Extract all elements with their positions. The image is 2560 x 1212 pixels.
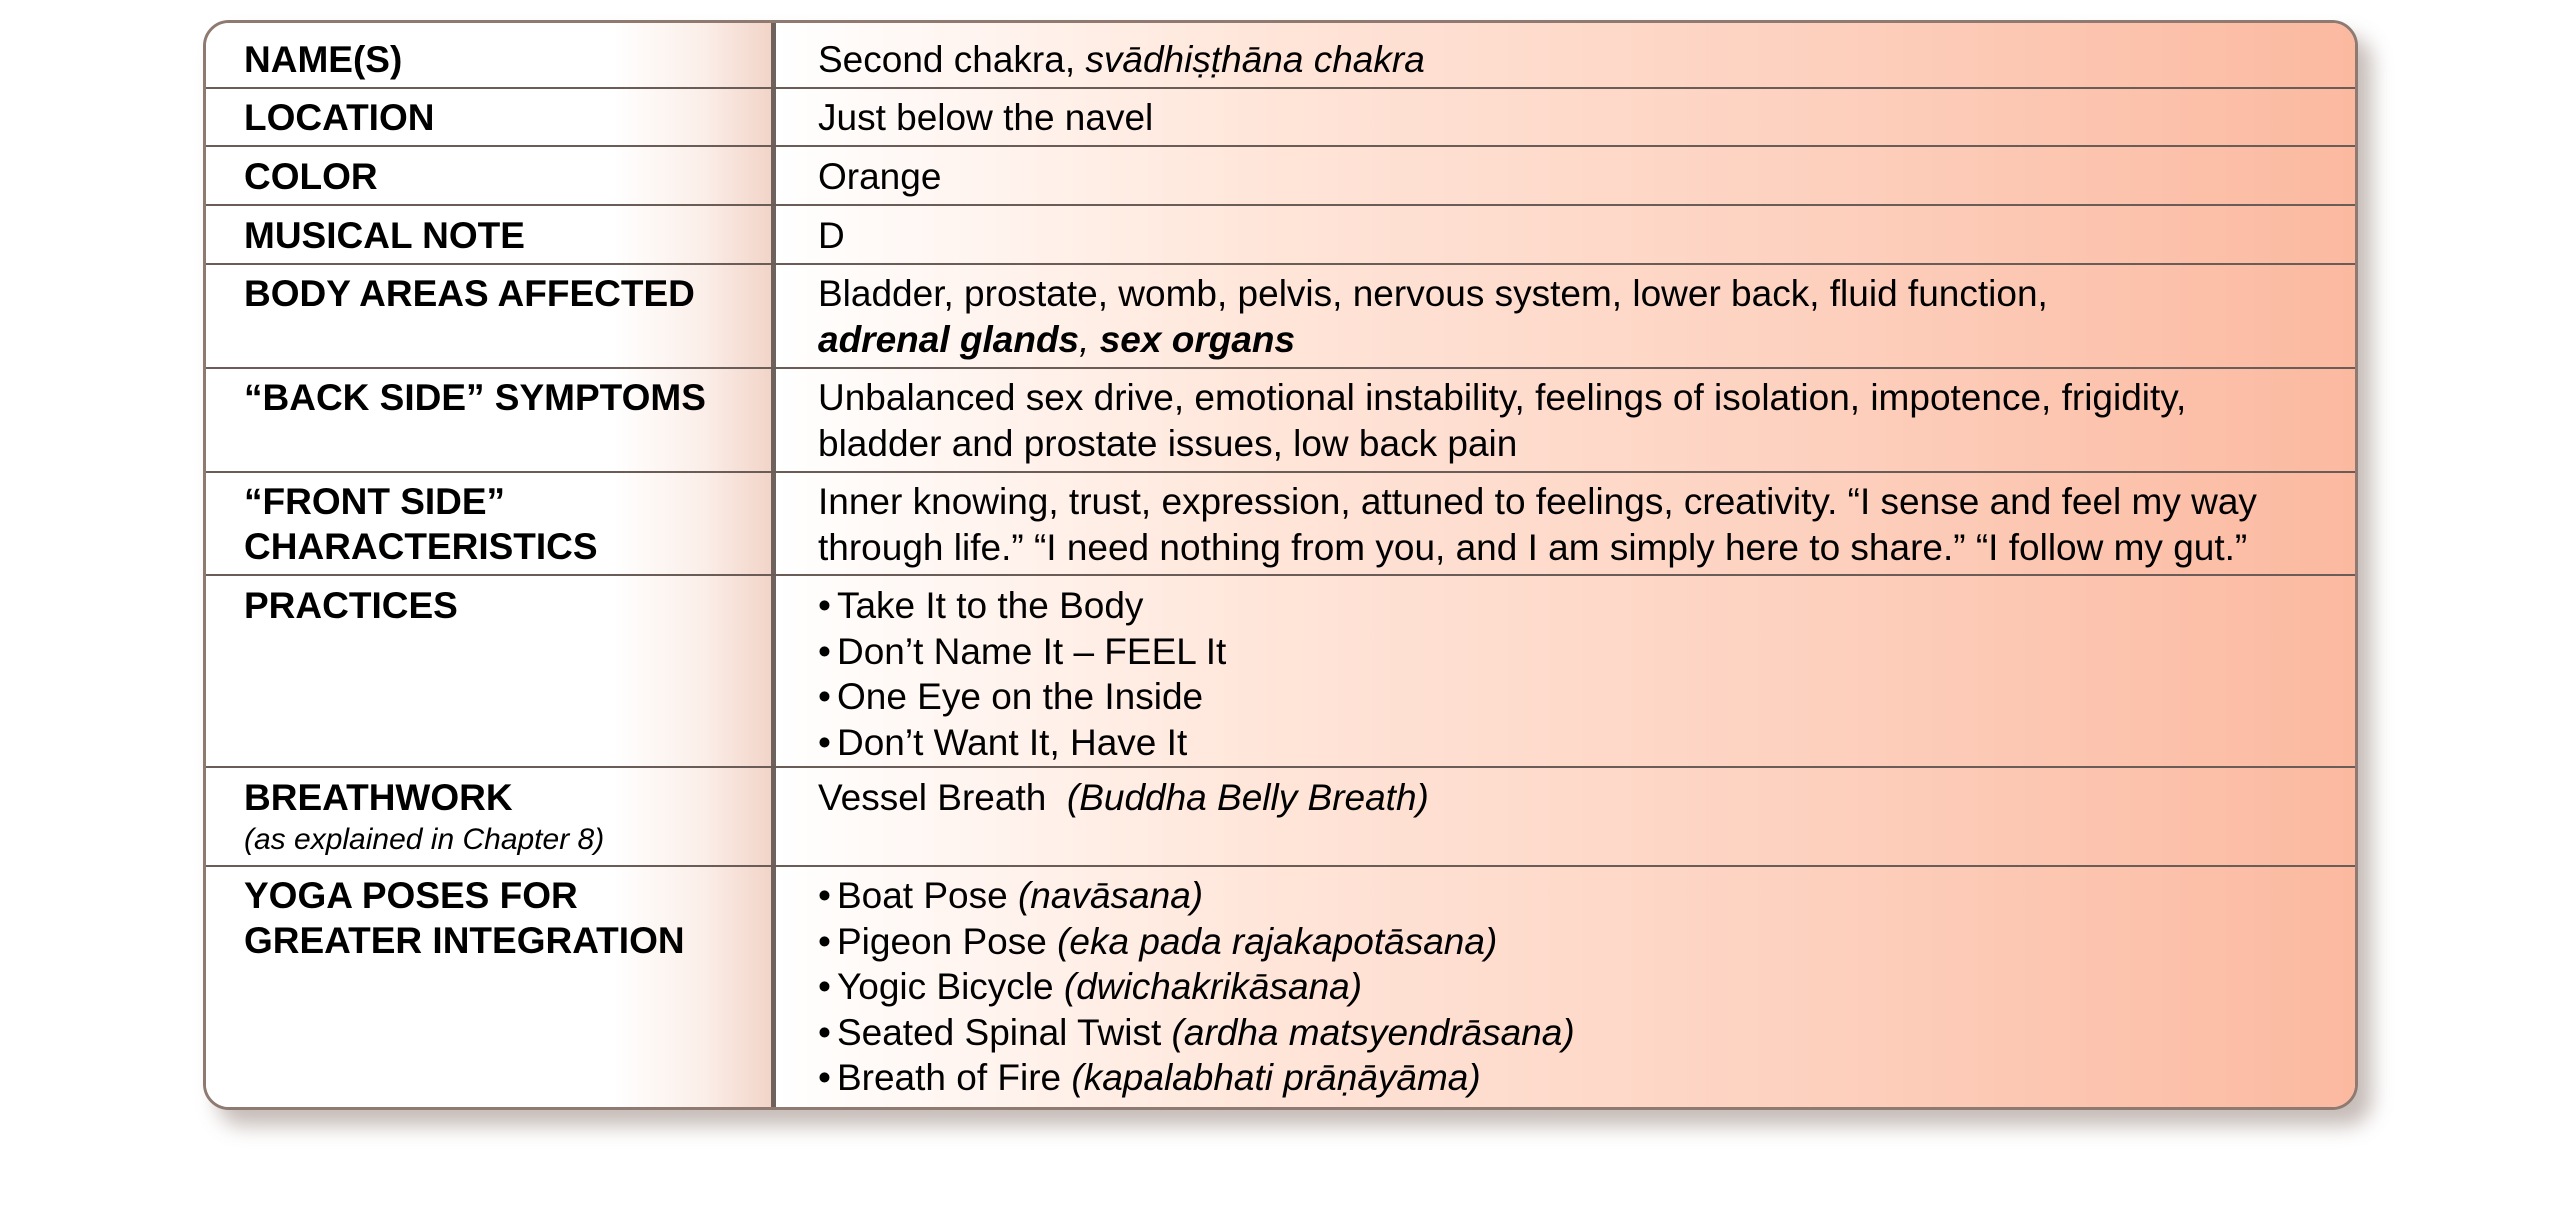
bullet: • (818, 1011, 831, 1053)
front-side-line1: Inner knowing, trust, expression, attuned to feelings, creativity. “I sense and feel my way (818, 481, 2257, 522)
row-divider (206, 204, 2355, 206)
row-label-front-side (244, 479, 754, 569)
row-divider (206, 145, 2355, 147)
row-divider (206, 367, 2355, 369)
body-areas-line1: Bladder, prostate, womb, pelvis, nervous system, lower back, fluid function, (818, 273, 2048, 314)
front-side-line2: through life.” “I need nothing from you, and I am simply here to share.” “I follow my gut.” (818, 526, 2248, 568)
row-label-back-side: “BACK SIDE” SYMPTOMS (244, 377, 706, 418)
breathwork-label: BREATHWORK (244, 777, 513, 818)
row-divider (206, 574, 2355, 576)
practice-text: Take It to the Body (836, 585, 1144, 626)
row-label-location: LOCATION (244, 97, 435, 138)
row-value-musical-note: D (818, 215, 845, 256)
pose-sanskrit: (kapalabhati prāṇāyāma) (1071, 1057, 1481, 1098)
row-label-musical-note: MUSICAL NOTE (244, 215, 525, 256)
bullet: • (818, 966, 831, 1007)
row-divider (206, 766, 2355, 768)
back-side-line1: Unbalanced sex drive, emotional instability, feelings of isolation, impotence, frigidity, (818, 377, 2187, 418)
breathwork-sublabel: (as explained in Chapter 8) (244, 823, 605, 856)
row-divider (206, 471, 2355, 473)
row-label-yoga-poses (244, 873, 754, 963)
breathwork-text: Vessel Breath (818, 777, 1067, 818)
body-areas-sex-organs: sex organs (1099, 318, 1296, 360)
yoga-label-line2: GREATER INTEGRATION (244, 920, 685, 961)
pose-sanskrit: (eka pada rajakapotāsana) (1057, 920, 1498, 962)
list-item (818, 720, 2335, 766)
pose-name: Boat Pose (836, 875, 1018, 916)
bullet: • (818, 585, 831, 626)
practice-text: Don’t Want It, Have It (836, 721, 1188, 763)
yoga-poses-list (818, 873, 2335, 1101)
row-label-color: COLOR (244, 156, 378, 197)
body-areas-line2 (818, 317, 2335, 363)
row-label-body-areas: BODY AREAS AFFECTED (244, 273, 695, 314)
list-item (818, 1010, 2335, 1056)
body-areas-comma: , (1079, 318, 1100, 360)
list-item (818, 919, 2335, 965)
row-value-color: Orange (818, 156, 942, 197)
practice-text: One Eye on the Inside (836, 676, 1204, 717)
front-side-label-line2: CHARACTERISTICS (244, 526, 598, 567)
breathwork-italic: (Buddha Belly Breath) (1066, 777, 1429, 818)
names-text: Second chakra, (818, 39, 1086, 80)
list-item (818, 674, 2335, 720)
pose-name: Yogic Bicycle (836, 966, 1064, 1007)
yoga-label-line1: YOGA POSES FOR (244, 875, 578, 916)
row-value-body-areas (818, 271, 2335, 362)
pose-sanskrit: (ardha matsyendrāsana) (1171, 1011, 1575, 1053)
pose-name: Breath of Fire (836, 1057, 1072, 1098)
pose-sanskrit: (navāsana) (1017, 875, 1204, 916)
row-value-practices (818, 583, 2335, 765)
list-item (818, 873, 2335, 919)
back-side-line2: bladder and prostate issues, low back pain (818, 422, 1518, 464)
row-label-breathwork (244, 775, 754, 860)
list-item (818, 964, 2335, 1010)
row-divider (206, 865, 2355, 867)
row-label-names: NAME(S) (244, 39, 403, 80)
row-label-practices: PRACTICES (244, 585, 458, 626)
list-item (818, 583, 2335, 629)
row-value-yoga-poses (818, 873, 2335, 1101)
practice-text: Don’t Name It – FEEL It (836, 630, 1227, 672)
column-divider (771, 23, 776, 1107)
list-item (818, 1055, 2335, 1101)
names-sanskrit: svādhiṣṭhāna chakra (1085, 39, 1425, 80)
practices-list (818, 583, 2335, 765)
bullet: • (818, 630, 831, 672)
row-divider (206, 87, 2355, 89)
bullet: • (818, 920, 831, 962)
pose-sanskrit: (dwichakrikāsana) (1063, 966, 1363, 1007)
pose-name: Pigeon Pose (836, 920, 1058, 962)
bullet: • (818, 1057, 831, 1098)
chakra-table (203, 20, 2358, 1110)
bullet: • (818, 875, 831, 916)
list-item (818, 629, 2335, 675)
row-value-front-side (818, 479, 2335, 570)
row-value-location: Just below the navel (818, 97, 1154, 138)
row-value-back-side (818, 375, 2335, 466)
body-areas-adrenal: adrenal glands (818, 318, 1080, 360)
pose-name: Seated Spinal Twist (836, 1011, 1172, 1053)
bullet: • (818, 676, 831, 717)
row-value-breathwork (818, 775, 2335, 821)
row-value-names (818, 37, 2335, 83)
row-divider (206, 263, 2355, 265)
front-side-label-line1: “FRONT SIDE” (244, 481, 506, 522)
bullet: • (818, 721, 831, 763)
